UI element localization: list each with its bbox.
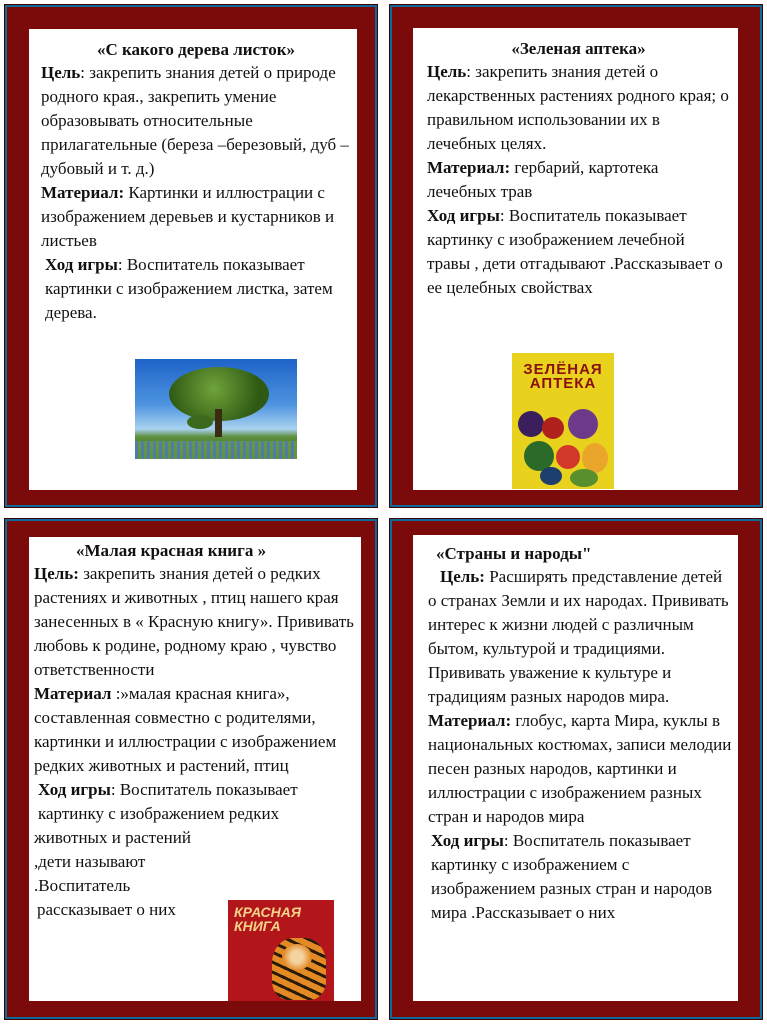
- material-paragraph: [428, 709, 732, 829]
- goal-text: : закрепить знания детей о лекарственных растениях родного края; о правильном использовании их в лечебных целях.: [427, 62, 729, 153]
- game-paragraph: [427, 204, 730, 300]
- goal-text: : закрепить знания детей о природе родного края., закрепить умение образовывать относительные прилагательные (береза –березовый, дуб – дубовый и т. д.): [41, 63, 349, 178]
- card-content: [29, 537, 361, 1001]
- green-pharmacy-book-image: [512, 353, 614, 489]
- book-title-line-2: АПТЕКА: [529, 375, 597, 392]
- goal-paragraph: [41, 61, 351, 181]
- game-text: : Воспитатель показывает картинку с изображением лечебной травы , дети отгадывают .Рассказывает о ее целебных свойствах: [427, 206, 723, 297]
- game-line: картинку с изображением редких: [38, 804, 280, 823]
- red-book-image: [228, 900, 334, 1001]
- material-text: глобус, карта Мира, куклы в национальных костюмах, записи мелодии песен разных народов, картинки и иллюстрации с изображением разных стран и народов мира: [428, 711, 732, 826]
- game-paragraph: [34, 778, 361, 802]
- card-content: [413, 535, 738, 1001]
- card-countries-peoples: [389, 518, 763, 1020]
- card-title: «Малая красная книга »: [76, 541, 267, 560]
- material-paragraph: [427, 156, 730, 204]
- goal-label: Цель:: [440, 567, 485, 586]
- goal-label: Цель: [41, 63, 81, 82]
- material-label: Материал: [34, 684, 112, 703]
- game-paragraph: [41, 253, 351, 325]
- game-text: : Воспитатель показывает картинки с изображением листка, затем дерева.: [45, 255, 333, 322]
- game-paragraph: [428, 829, 732, 925]
- tree-image: [135, 359, 297, 459]
- card-tree-leaf: [4, 4, 378, 508]
- card-green-pharmacy: [389, 4, 763, 508]
- game-label: Ход игры: [431, 831, 504, 850]
- goal-label: Цель: [427, 62, 467, 81]
- game-line: .Воспитатель: [34, 876, 131, 895]
- goal-paragraph: [428, 565, 732, 709]
- material-label: Материал:: [428, 711, 512, 730]
- game-label: Ход игры: [45, 255, 118, 274]
- goal-text: Расширять представление детей о странах Земли и их народах. Прививать интерес к жизни людей с различным бытом, культурой и традициями. Прививать уважение к культуре и традициям разных народов мира.: [428, 567, 729, 706]
- book-title-line-1: ЗЕЛЁНАЯ: [523, 361, 603, 378]
- game-label: Ход игры: [427, 206, 500, 225]
- card-content: [413, 28, 738, 490]
- goal-text: закрепить знания детей о редких растениях и животных , птиц нашего края занесенных в « Красную книгу». Прививать любовь к родине, родному краю , чувство ответственности: [34, 564, 354, 679]
- game-text: : Воспитатель показывает картинку с изображением с изображением разных стран и народов мира .Рассказывает о них: [431, 831, 713, 922]
- material-paragraph: [41, 181, 351, 253]
- material-label: Материал:: [427, 158, 511, 177]
- card-title: «Зеленая аптека»: [511, 39, 646, 58]
- goal-paragraph: [427, 60, 730, 156]
- card-content: [29, 29, 357, 490]
- card-red-book: [4, 518, 378, 1020]
- game-label: Ход игры: [38, 780, 111, 799]
- card-title: «С какого дерева листок»: [96, 40, 296, 59]
- game-line: ,дети называют: [34, 852, 146, 871]
- game-line: животных и растений: [34, 828, 191, 847]
- game-text: : Воспитатель показывает: [110, 780, 298, 799]
- goal-label: Цель:: [34, 564, 79, 583]
- card-title: «Страны и народы": [436, 544, 592, 563]
- material-text: Картинки и иллюстрации с изображением деревьев и кустарников и листьев: [41, 183, 335, 250]
- material-text: :»малая красная книга», составленная совместно с родителями, картинки и иллюстрации с изображением редких животных и растений, птиц: [34, 684, 337, 775]
- red-book-title: КРАСНАЯ КНИГА: [234, 904, 302, 934]
- material-text: гербарий, картотека лечебных трав: [427, 158, 659, 201]
- material-label: Материал:: [41, 183, 125, 202]
- goal-paragraph: [34, 562, 361, 682]
- material-paragraph: [34, 682, 361, 778]
- game-line: рассказывает о них: [37, 900, 176, 919]
